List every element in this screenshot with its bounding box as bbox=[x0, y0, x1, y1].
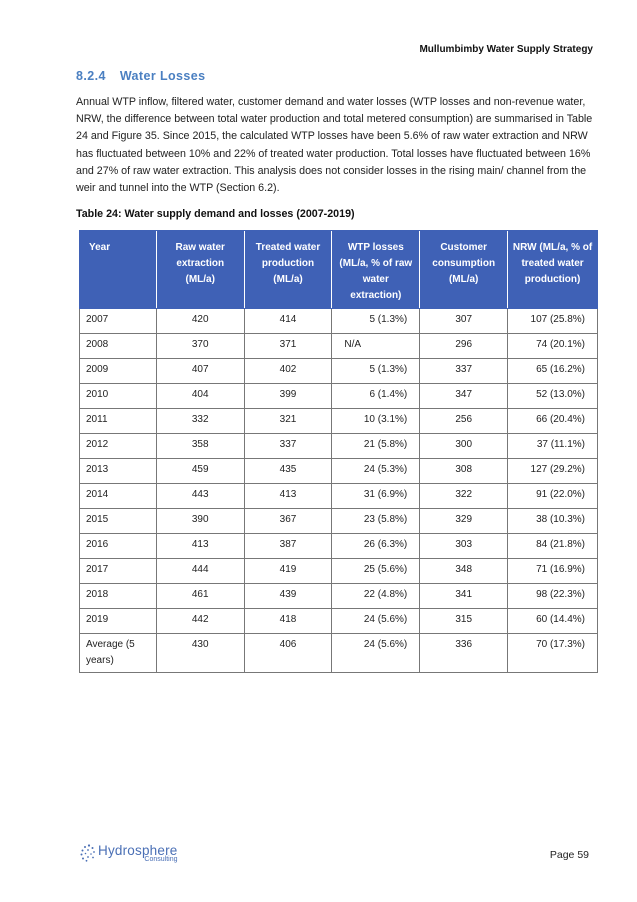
table-row bbox=[80, 359, 598, 384]
table-header-cell: WTP losses (ML/a, % of raw water extraction) bbox=[332, 231, 420, 309]
table-caption: Table 24: Water supply demand and losses (2007-2019) bbox=[76, 208, 355, 220]
table-cell: 98 (22.3%) bbox=[508, 584, 598, 609]
table-cell: 256 bbox=[420, 409, 508, 434]
table-cell: 399 bbox=[244, 384, 332, 409]
table-cell: 107 (25.8%) bbox=[508, 309, 598, 334]
table-cell: 419 bbox=[244, 559, 332, 584]
table-cell: 329 bbox=[420, 509, 508, 534]
table-header-cell: Treated water production (ML/a) bbox=[244, 231, 332, 309]
hydrosphere-logo bbox=[80, 844, 178, 862]
table-cell: 31 (6.9%) bbox=[332, 484, 420, 509]
table-cell: 65 (16.2%) bbox=[508, 359, 598, 384]
table-cell: 402 bbox=[244, 359, 332, 384]
page-number: Page 59 bbox=[549, 849, 589, 861]
table-row bbox=[80, 409, 598, 434]
table-cell: 5 (1.3%) bbox=[332, 359, 420, 384]
logo-subtitle: Consulting bbox=[144, 856, 178, 863]
table-cell: 322 bbox=[420, 484, 508, 509]
table-cell: 315 bbox=[420, 609, 508, 634]
table-cell: 2015 bbox=[80, 509, 157, 534]
table-cell: 91 (22.0%) bbox=[508, 484, 598, 509]
table-cell: 418 bbox=[244, 609, 332, 634]
table-cell: 459 bbox=[156, 459, 244, 484]
table-cell: 443 bbox=[156, 484, 244, 509]
table-cell: Average (5 years) bbox=[80, 634, 157, 673]
table-cell: 321 bbox=[244, 409, 332, 434]
hydrosphere-swirl-icon bbox=[80, 844, 96, 862]
table-row bbox=[80, 609, 598, 634]
table-cell: 332 bbox=[156, 409, 244, 434]
table-cell: 37 (11.1%) bbox=[508, 434, 598, 459]
table-header-cell: Raw water extraction (ML/a) bbox=[156, 231, 244, 309]
table-cell: 60 (14.4%) bbox=[508, 609, 598, 634]
table-cell: 2016 bbox=[80, 534, 157, 559]
table-cell: 404 bbox=[156, 384, 244, 409]
table-cell: 307 bbox=[420, 309, 508, 334]
table-cell: 337 bbox=[420, 359, 508, 384]
section-heading bbox=[76, 69, 205, 83]
water-losses-table bbox=[79, 230, 598, 673]
table-cell: 2017 bbox=[80, 559, 157, 584]
table-cell: 387 bbox=[244, 534, 332, 559]
table-cell: 414 bbox=[244, 309, 332, 334]
table-cell: 70 (17.3%) bbox=[508, 634, 598, 673]
table-header-cell: Year bbox=[80, 231, 157, 309]
table-cell: 2012 bbox=[80, 434, 157, 459]
table-cell: 71 (16.9%) bbox=[508, 559, 598, 584]
table-cell: 23 (5.8%) bbox=[332, 509, 420, 534]
table-cell: 308 bbox=[420, 459, 508, 484]
table-cell: 10 (3.1%) bbox=[332, 409, 420, 434]
table-cell: 2018 bbox=[80, 584, 157, 609]
table-cell: 300 bbox=[420, 434, 508, 459]
table-row bbox=[80, 484, 598, 509]
table-cell: 442 bbox=[156, 609, 244, 634]
table-cell: 371 bbox=[244, 334, 332, 359]
table-cell: 430 bbox=[156, 634, 244, 673]
table-row bbox=[80, 309, 598, 334]
table-cell: 461 bbox=[156, 584, 244, 609]
table-cell: 2009 bbox=[80, 359, 157, 384]
table-cell: 52 (13.0%) bbox=[508, 384, 598, 409]
table-cell: 24 (5.6%) bbox=[332, 634, 420, 673]
table-cell: 439 bbox=[244, 584, 332, 609]
table-cell: 66 (20.4%) bbox=[508, 409, 598, 434]
table-row bbox=[80, 459, 598, 484]
table-row bbox=[80, 584, 598, 609]
table-row bbox=[80, 434, 598, 459]
body-paragraph: Annual WTP inflow, filtered water, customer demand and water losses (WTP losses and non-revenue water, NRW, the difference between total water production and total metered consumption) are summarised in Table 24 and Figure 35. Since 2015, the calculated WTP losses have been 5.6% of raw water extraction and NRW has fluctuated between 10% and 22% of treated water production. Total losses have fluctuated between 16% and 27% of raw water extraction. This analysis does not consider losses in the rising main/ channel from the weir and tunnel into the WTP (Section 6.2). bbox=[76, 96, 593, 195]
table-cell: 2010 bbox=[80, 384, 157, 409]
table-row bbox=[80, 334, 598, 359]
table-cell: 337 bbox=[244, 434, 332, 459]
logo-wordmark: Hydrosphere bbox=[98, 843, 178, 858]
table-cell: 24 (5.3%) bbox=[332, 459, 420, 484]
table-header-row bbox=[80, 231, 598, 309]
table-cell: 21 (5.8%) bbox=[332, 434, 420, 459]
table-header-cell: Customer consumption (ML/a) bbox=[420, 231, 508, 309]
table-cell: 444 bbox=[156, 559, 244, 584]
table-cell: 435 bbox=[244, 459, 332, 484]
table-header-cell: NRW (ML/a, % of treated water production) bbox=[508, 231, 598, 309]
table-row bbox=[80, 384, 598, 409]
table-cell: 336 bbox=[420, 634, 508, 673]
table-cell: N/A bbox=[332, 334, 420, 359]
table-cell: 127 (29.2%) bbox=[508, 459, 598, 484]
document-header-title: Mullumbimby Water Supply Strategy bbox=[419, 44, 593, 55]
table-row bbox=[80, 509, 598, 534]
table-cell: 413 bbox=[244, 484, 332, 509]
table-cell: 407 bbox=[156, 359, 244, 384]
table-cell: 24 (5.6%) bbox=[332, 609, 420, 634]
table-cell: 347 bbox=[420, 384, 508, 409]
table-cell: 413 bbox=[156, 534, 244, 559]
table-cell: 2013 bbox=[80, 459, 157, 484]
table-cell: 296 bbox=[420, 334, 508, 359]
table-cell: 341 bbox=[420, 584, 508, 609]
table-cell: 22 (4.8%) bbox=[332, 584, 420, 609]
table-row bbox=[80, 559, 598, 584]
section-number: 8.2.4 bbox=[76, 69, 106, 83]
table-cell: 5 (1.3%) bbox=[332, 309, 420, 334]
table-cell: 370 bbox=[156, 334, 244, 359]
table-cell: 2011 bbox=[80, 409, 157, 434]
table-cell: 84 (21.8%) bbox=[508, 534, 598, 559]
table-row bbox=[80, 634, 598, 673]
table-cell: 26 (6.3%) bbox=[332, 534, 420, 559]
table-cell: 420 bbox=[156, 309, 244, 334]
table-cell: 358 bbox=[156, 434, 244, 459]
table-cell: 74 (20.1%) bbox=[508, 334, 598, 359]
table-cell: 406 bbox=[244, 634, 332, 673]
table-cell: 38 (10.3%) bbox=[508, 509, 598, 534]
section-title: Water Losses bbox=[119, 69, 206, 83]
table-cell: 303 bbox=[420, 534, 508, 559]
table-cell: 2019 bbox=[80, 609, 157, 634]
table-cell: 2008 bbox=[80, 334, 157, 359]
table-cell: 348 bbox=[420, 559, 508, 584]
table-row bbox=[80, 534, 598, 559]
table-cell: 2014 bbox=[80, 484, 157, 509]
table-cell: 367 bbox=[244, 509, 332, 534]
table-cell: 6 (1.4%) bbox=[332, 384, 420, 409]
table-cell: 25 (5.6%) bbox=[332, 559, 420, 584]
table-cell: 2007 bbox=[80, 309, 157, 334]
table-cell: 390 bbox=[156, 509, 244, 534]
table-body bbox=[80, 309, 598, 673]
